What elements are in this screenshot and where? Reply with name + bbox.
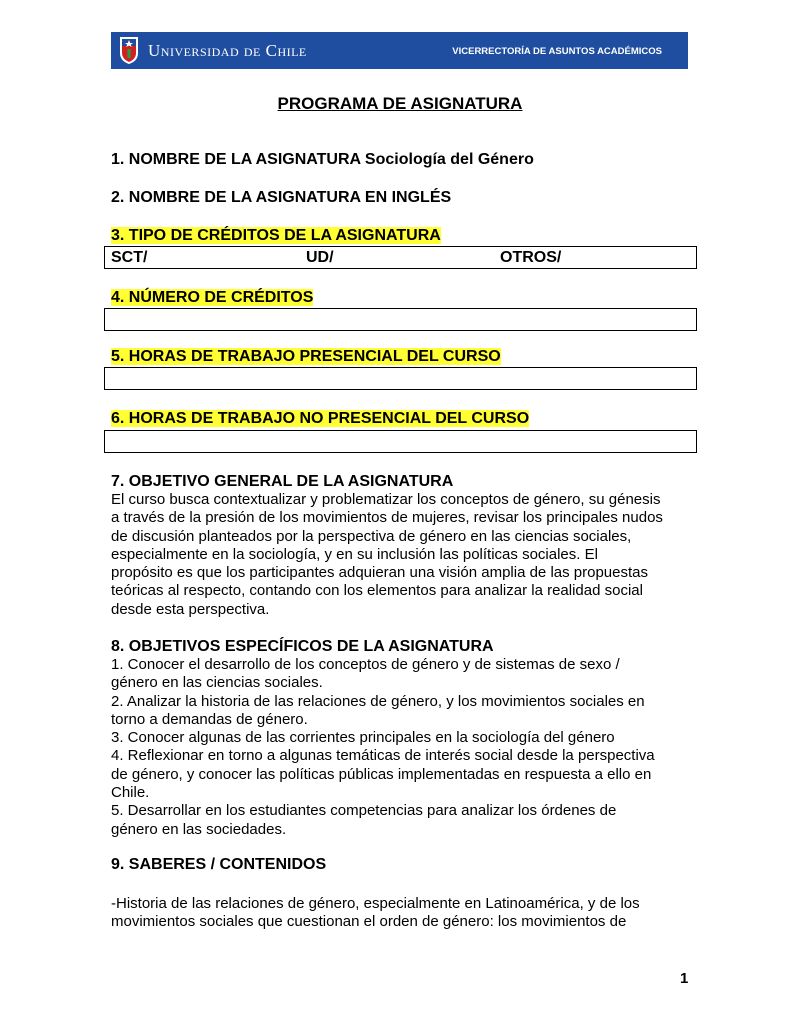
section-3-heading bbox=[111, 227, 441, 245]
section-5-heading-text: 5. HORAS DE TRABAJO PRESENCIAL DEL CURSO bbox=[111, 348, 501, 365]
section-4-heading bbox=[111, 289, 313, 307]
section-3-heading-text: 3. TIPO DE CRÉDITOS DE LA ASIGNATURA bbox=[111, 227, 441, 244]
section-9-heading: 9. SABERES / CONTENIDOS bbox=[111, 856, 327, 873]
sct-cell: SCT/ bbox=[111, 249, 148, 266]
section-8-line: género en las ciencias sociales. bbox=[111, 674, 323, 692]
section-7-line: de discusión planteados por la perspectiva de género en las ciencias sociales, bbox=[111, 527, 632, 545]
otros-cell: OTROS/ bbox=[500, 249, 562, 266]
section-8-line: 3. Conocer algunas de las corrientes principales en la sociología del género bbox=[111, 729, 615, 747]
section-8-line: 1. Conocer el desarrollo de los conceptos de género y de sistemas de sexo / bbox=[111, 656, 620, 673]
section-2-heading: 2. NOMBRE DE LA ASIGNATURA EN INGLÉS bbox=[111, 189, 452, 206]
university-crest-icon bbox=[118, 35, 140, 65]
credits-number-box bbox=[104, 308, 697, 331]
university-name: Universidad de Chile bbox=[148, 41, 307, 60]
section-8-line: Chile. bbox=[111, 784, 150, 802]
vicerrectoria-label: VICERRECTORÍA DE ASUNTOS ACADÉMICOS bbox=[452, 46, 662, 57]
section-4-heading-text: 4. NÚMERO DE CRÉDITOS bbox=[111, 289, 314, 306]
section-7-line: El curso busca contextualizar y problematizar los conceptos de género, su génesis bbox=[111, 491, 661, 508]
section-9-body bbox=[111, 895, 691, 932]
section-8-line: 2. Analizar la historia de las relaciones de género, y los movimientos sociales en bbox=[111, 692, 645, 710]
section-9-line: movimientos sociales que cuestionan el orden de género: los movimientos de bbox=[111, 913, 627, 931]
section-8-line: género en las sociedades. bbox=[111, 820, 287, 838]
section-7-line: especialmente en la sociología, y en su inclusión las políticas sociales. El bbox=[111, 545, 598, 563]
page-title bbox=[0, 94, 800, 114]
section-7-heading: 7. OBJETIVO GENERAL DE LA ASIGNATURA bbox=[111, 473, 454, 490]
section-9-line: -Historia de las relaciones de género, especialmente en Latinoamérica, y de los bbox=[111, 895, 640, 912]
section-5-heading bbox=[111, 348, 501, 366]
section-8-heading: 8. OBJETIVOS ESPECÍFICOS DE LA ASIGNATURA bbox=[111, 638, 494, 655]
ud-cell: UD/ bbox=[306, 249, 334, 266]
credit-type-box bbox=[104, 246, 697, 269]
section-6-heading bbox=[111, 410, 529, 428]
section-8-line: 4. Reflexionar en torno a algunas temáticas de interés social desde la perspectiva bbox=[111, 747, 655, 765]
header-banner bbox=[111, 32, 688, 69]
section-7-line: a través de la presión de los movimientos de mujeres, revisar los principales nudos bbox=[111, 509, 663, 527]
section-8-line: torno a demandas de género. bbox=[111, 710, 308, 728]
section-8-body bbox=[111, 656, 691, 839]
section-8-line: de género, y conocer las políticas públicas implementadas en respuesta a ello en bbox=[111, 765, 652, 783]
section-7-line: desde esta perspectiva. bbox=[111, 600, 270, 618]
section-7-body bbox=[111, 491, 691, 619]
presential-hours-box bbox=[104, 367, 697, 390]
non-presential-hours-box bbox=[104, 430, 697, 453]
page-title-text: PROGRAMA DE ASIGNATURA bbox=[277, 94, 523, 113]
section-6-heading-text: 6. HORAS DE TRABAJO NO PRESENCIAL DEL CURSO bbox=[111, 410, 530, 427]
section-7-line: propósito es que los participantes adquieran una visión amplia de las propuestas bbox=[111, 564, 649, 582]
page-number: 1 bbox=[680, 970, 689, 987]
section-1-heading: 1. NOMBRE DE LA ASIGNATURA Sociología del Género bbox=[111, 151, 534, 168]
section-7-line: teóricas al respecto, contando con los elementos para analizar la realidad social bbox=[111, 582, 643, 600]
section-8-line: 5. Desarrollar en los estudiantes competencias para analizar los órdenes de bbox=[111, 802, 617, 820]
